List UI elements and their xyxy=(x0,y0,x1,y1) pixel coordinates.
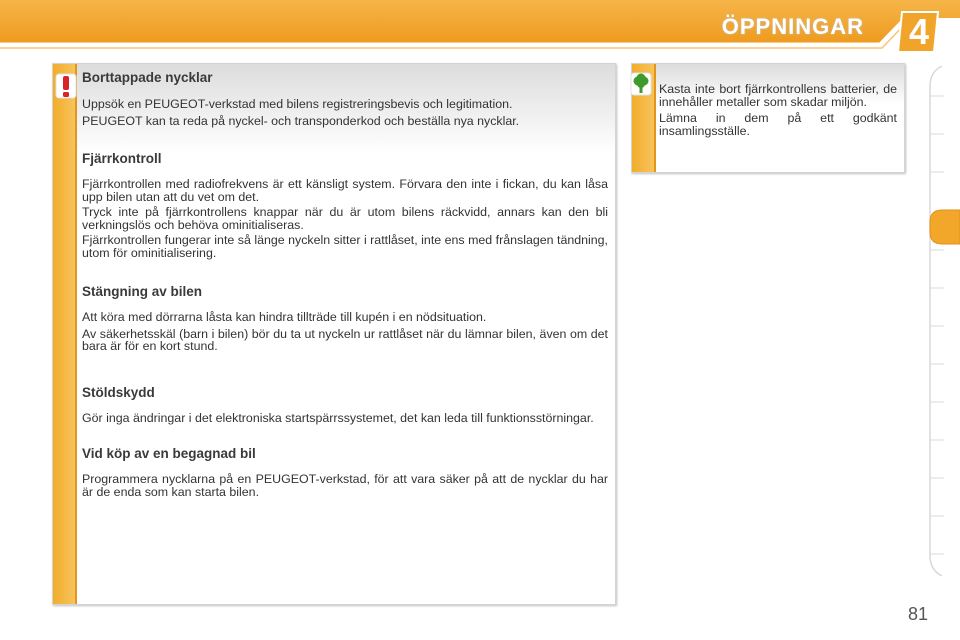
chapter-tabs xyxy=(928,66,960,576)
paragraph: Programmera nycklarna på en PEUGEOT-verkstad, för att vara säker på att de nycklar du har är de enda som kan starta bilen. xyxy=(82,472,608,499)
page-number: 81 xyxy=(908,604,929,624)
paragraph: Att köra med dörrarna låsta kan hindra tillträde till kupén i en nödsituation. xyxy=(82,310,487,324)
paragraph: Kasta inte bort fjärrkontrollens batterier, de innehåller metaller som skadar miljön. xyxy=(659,82,897,109)
section-heading-remote-control: Fjärrkontroll xyxy=(82,151,162,166)
panel-side-bar xyxy=(53,64,77,604)
paragraph: Tryck inte på fjärrkontrollens knappar när du är utom bilens räckvidd, annars kan den bli verkningslös och behöva ominitialiseras. xyxy=(82,205,608,232)
paragraph: Av säkerhetsskäl (barn i bilen) bör du ta ut nyckeln ur rattlåset när du lämnar bilen, även om det bara är för en kort stund. xyxy=(82,326,608,353)
tree-icon xyxy=(630,72,652,96)
section-heading-used-car: Vid köp av en begagnad bil xyxy=(82,446,256,461)
paragraph: PEUGEOT kan ta reda på nyckel- och transponderkod och beställa nya nycklar. xyxy=(82,113,520,128)
chapter-number: 4 xyxy=(908,11,930,52)
paragraph: Lämna in dem på ett godkänt insamlingsställe. xyxy=(659,111,897,138)
chapter-number-badge xyxy=(896,8,942,56)
section-heading-closing-vehicle: Stängning av bilen xyxy=(82,284,203,299)
section-heading-lost-keys: Borttappade nycklar xyxy=(82,70,213,85)
section-heading-theft-protection: Stöldskydd xyxy=(82,384,155,400)
main-content xyxy=(82,68,608,498)
chapter-title: ÖPPNINGAR xyxy=(721,14,864,39)
paragraph: Fjärrkontrollen fungerar inte så länge nyckeln sitter i rattlåset, inte ens med frånslagen tändning, utom för ominitialisering. xyxy=(82,233,608,260)
paragraph: Uppsök en PEUGEOT-verkstad med bilens registreringsbevis och legitimation. xyxy=(82,97,513,111)
exclamation-icon xyxy=(55,73,77,99)
environment-note xyxy=(659,83,897,137)
paragraph: Fjärrkontrollen med radiofrekvens är ett känsligt system. Förvara den inte i fickan, du kan låsa upp bilen utan att du vet om det. xyxy=(82,177,608,204)
paragraph: Gör inga ändringar i det elektroniska startspärrssystemet, det kan leda till funktionsstörningar. xyxy=(82,410,594,425)
